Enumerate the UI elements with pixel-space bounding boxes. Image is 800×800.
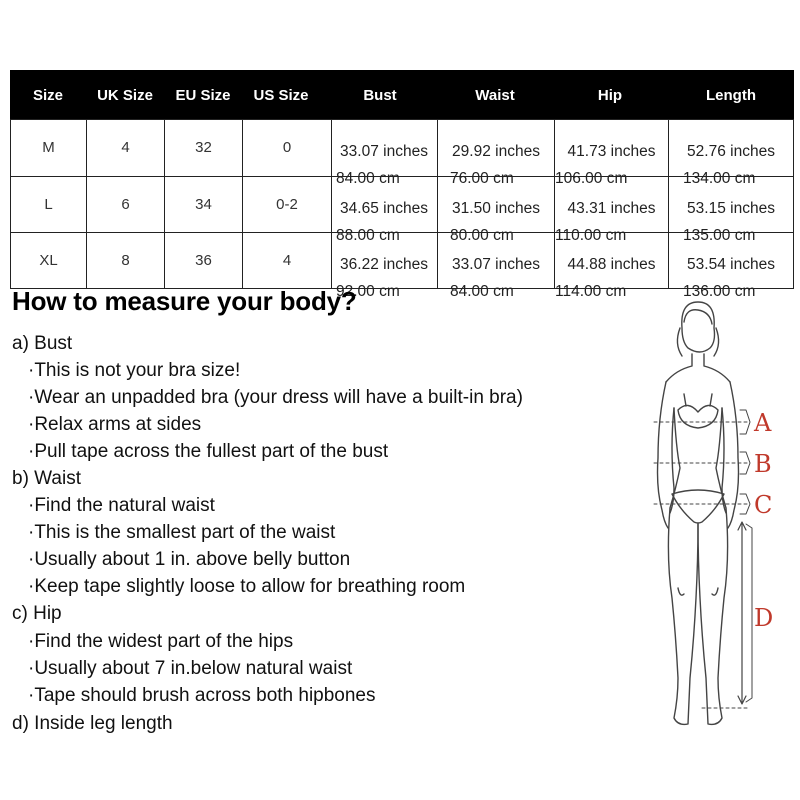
section-heading-hip: c) Hip bbox=[12, 603, 62, 624]
cell-bust bbox=[332, 177, 436, 244]
waist-cm: 76.00 cm bbox=[450, 170, 514, 187]
cell-waist bbox=[438, 233, 554, 300]
bust-cm: 92.00 cm bbox=[336, 283, 400, 300]
bust-tip: ·Relax arms at sides bbox=[28, 414, 202, 435]
waist-cm: 84.00 cm bbox=[450, 283, 514, 300]
header-eu-size: EU Size bbox=[175, 87, 231, 104]
table-row bbox=[11, 120, 793, 187]
bust-tip: ·Pull tape across the fullest part of the bust bbox=[28, 441, 389, 462]
header-waist: Waist bbox=[475, 87, 515, 104]
cell-uk-size: 6 bbox=[121, 196, 130, 213]
length-cm: 134.00 cm bbox=[683, 170, 756, 187]
cell-us-size: 0-2 bbox=[276, 196, 298, 213]
bust-tip: ·This is not your bra size! bbox=[28, 360, 241, 381]
hip-cm: 110.00 cm bbox=[555, 227, 627, 244]
table-row bbox=[11, 176, 793, 244]
bust-tip: ·Wear an unpadded bra (your dress will have a built-in bra) bbox=[28, 387, 523, 408]
bust-cm: 88.00 cm bbox=[336, 227, 400, 244]
cell-hip bbox=[555, 120, 668, 187]
cell-eu-size: 34 bbox=[195, 196, 212, 213]
hip-cm: 114.00 cm bbox=[555, 283, 627, 300]
hip-tip: ·Usually about 7 in.below natural waist bbox=[28, 658, 353, 679]
cell-us-size: 0 bbox=[282, 139, 292, 156]
cell-eu-size: 36 bbox=[195, 252, 212, 269]
waist-inches: 31.50 inches bbox=[452, 200, 540, 217]
hip-inches: 41.73 inches bbox=[567, 143, 656, 160]
section-heading-inside-leg: d) Inside leg length bbox=[12, 713, 173, 734]
mark-a: A bbox=[754, 409, 772, 437]
length-inches: 52.76 inches bbox=[687, 143, 775, 160]
cell-size: M bbox=[42, 139, 55, 156]
waist-tip: ·Keep tape slightly loose to allow for breathing room bbox=[28, 576, 466, 597]
bust-inches: 36.22 inches bbox=[340, 256, 428, 273]
guide-title: How to measure your body? bbox=[12, 286, 357, 316]
cell-length bbox=[669, 177, 793, 244]
hip-inches: 43.31 inches bbox=[567, 200, 656, 217]
length-cm: 135.00 cm bbox=[683, 227, 756, 244]
waist-tip: ·Find the natural waist bbox=[28, 495, 215, 516]
bust-inches: 33.07 inches bbox=[340, 143, 428, 160]
cell-uk-size: 8 bbox=[121, 252, 130, 269]
header-length: Length bbox=[706, 87, 756, 104]
waist-inches: 33.07 inches bbox=[452, 256, 540, 273]
waist-tip: ·This is the smallest part of the waist bbox=[28, 522, 336, 543]
section-heading-waist: b) Waist bbox=[12, 468, 81, 489]
header-size: Size bbox=[32, 87, 63, 104]
cell-hip bbox=[555, 177, 668, 244]
header-uk-size: UK Size bbox=[97, 87, 153, 104]
header-us-size: US Size bbox=[253, 87, 309, 104]
cell-bust bbox=[332, 233, 436, 300]
cell-length bbox=[669, 120, 793, 187]
cell-size: L bbox=[44, 196, 53, 213]
size-chart-table bbox=[10, 70, 794, 300]
length-inches: 53.15 inches bbox=[687, 200, 775, 217]
hip-inches: 44.88 inches bbox=[567, 256, 656, 273]
header-hip: Hip bbox=[597, 87, 623, 104]
length-inches: 53.54 inches bbox=[687, 256, 775, 273]
cell-hip bbox=[555, 233, 668, 300]
cell-waist bbox=[438, 177, 554, 244]
header-bust: Bust bbox=[363, 87, 397, 104]
mark-d: D bbox=[754, 604, 774, 632]
length-cm: 136.00 cm bbox=[683, 283, 756, 300]
waist-cm: 80.00 cm bbox=[450, 227, 514, 244]
table-body bbox=[10, 119, 794, 300]
cell-uk-size: 4 bbox=[121, 139, 130, 156]
cell-waist bbox=[438, 120, 554, 187]
section-heading-bust: a) Bust bbox=[12, 333, 73, 354]
table-row bbox=[11, 232, 793, 300]
hip-tip: ·Tape should brush across both hipbones bbox=[28, 685, 376, 706]
waist-inches: 29.92 inches bbox=[452, 143, 540, 160]
bust-cm: 84.00 cm bbox=[336, 170, 400, 187]
cell-bust bbox=[332, 120, 436, 187]
body-measurement-figure bbox=[640, 298, 780, 748]
mark-b: B bbox=[754, 450, 772, 478]
cell-size: XL bbox=[39, 252, 58, 269]
bust-inches: 34.65 inches bbox=[340, 200, 428, 217]
hip-tip: ·Find the widest part of the hips bbox=[28, 631, 294, 652]
table-header-row bbox=[10, 70, 794, 119]
cell-eu-size: 32 bbox=[195, 139, 212, 156]
cell-length bbox=[669, 233, 793, 300]
hip-cm: 106.00 cm bbox=[555, 170, 628, 187]
cell-us-size: 4 bbox=[282, 252, 292, 269]
mark-c: C bbox=[754, 491, 773, 519]
waist-tip: ·Usually about 1 in. above belly button bbox=[28, 549, 351, 570]
